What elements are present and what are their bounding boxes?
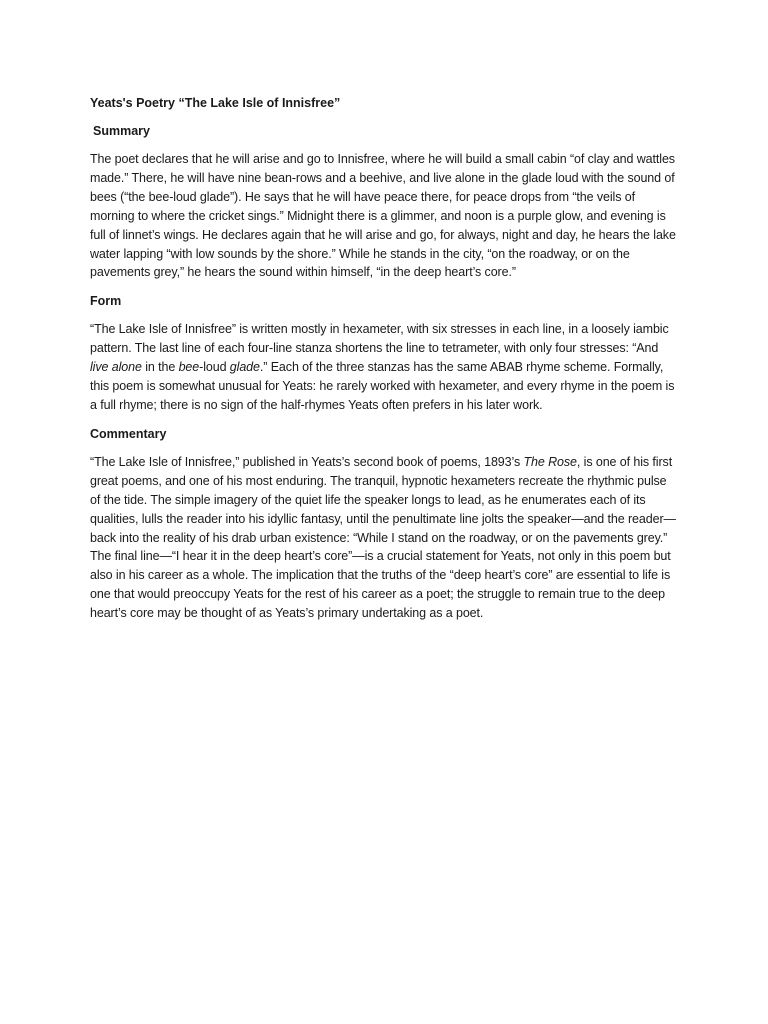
form-italic-1: live alone xyxy=(90,360,142,375)
form-text-4: .” Each of the three stanzas has the same ABAB rhyme scheme. Formally, this poem is somewhat unusual for Yeats: he rarely worked with hexameter, and every rhyme in the poem is a full rhyme; there is no sign of the half-rhymes Yeats often prefers in his later work. xyxy=(90,360,675,412)
form-text-1: “The Lake Isle of Innisfree” is written mostly in hexameter, with six stresses in each line, in a loosely iambic pattern. The last line of each four-line stanza shortens the line to tetrameter, with only four stresses: “And xyxy=(90,322,669,356)
commentary-text-2: , is one of his first great poems, and one of his most enduring. The tranquil, hypnotic hexameters recreate the rhythmic pulse of the tide. The simple imagery of the quiet life the speaker longs to lead, as he enumerates each of its qualities, lulls the reader into his idyllic fantasy, until the penultimate line jolts the speaker—and the reader—back into the reality of his drab urban existence: “While I stand on the roadway, or on the pavements grey.” The final line—“I hear it in the deep heart’s core”—is a crucial statement for Yeats, not only in this poem but also in his career as a whole. The implication that the truths of the “deep heart’s core” are essential to life is one that would preoccupy Yeats for the rest of his career as a poet; the struggle to remain true to the deep heart’s core may be thought of as Yeats’s primary undertaking as a poet. xyxy=(90,454,676,621)
commentary-text-1: “The Lake Isle of Innisfree,” published in Yeats’s second book of poems, 1893’s xyxy=(90,454,524,469)
document-title: Yeats's Poetry “The Lake Isle of Innisfree” xyxy=(90,96,341,110)
form-italic-2: bee xyxy=(178,360,200,375)
form-text-3: -loud xyxy=(199,360,230,375)
document-page xyxy=(90,94,678,623)
commentary-heading: Commentary xyxy=(90,426,167,441)
form-paragraph xyxy=(90,320,678,415)
summary-heading: Summary xyxy=(93,124,150,138)
form-italic-3: glade xyxy=(229,360,260,375)
commentary-italic-1: The Rose xyxy=(523,454,577,469)
form-heading: Form xyxy=(90,294,122,309)
summary-paragraph: The poet declares that he will arise and go to Innisfree, where he will build a small cabin “of clay and wattles made.” There, he will have nine bean-rows and a beehive, and live alone in the glade loud with the sound of bees (“the bee-loud glade”). He says that he will have peace there, for peace drops from “the veils of morning to where the cricket sings.” Midnight there is a glimmer, and noon is a purple glow, and evening is full of linnet’s wings. He declares again that he will arise and go, for always, night and day, he hears the lake water lapping “with low sounds by the shore.” While he stands in the city, “on the roadway, or on the pavements grey,” he hears the sound within himself, “in the deep heart’s core.” xyxy=(90,152,676,280)
commentary-paragraph xyxy=(90,453,678,623)
form-text-2: in the xyxy=(141,360,179,375)
